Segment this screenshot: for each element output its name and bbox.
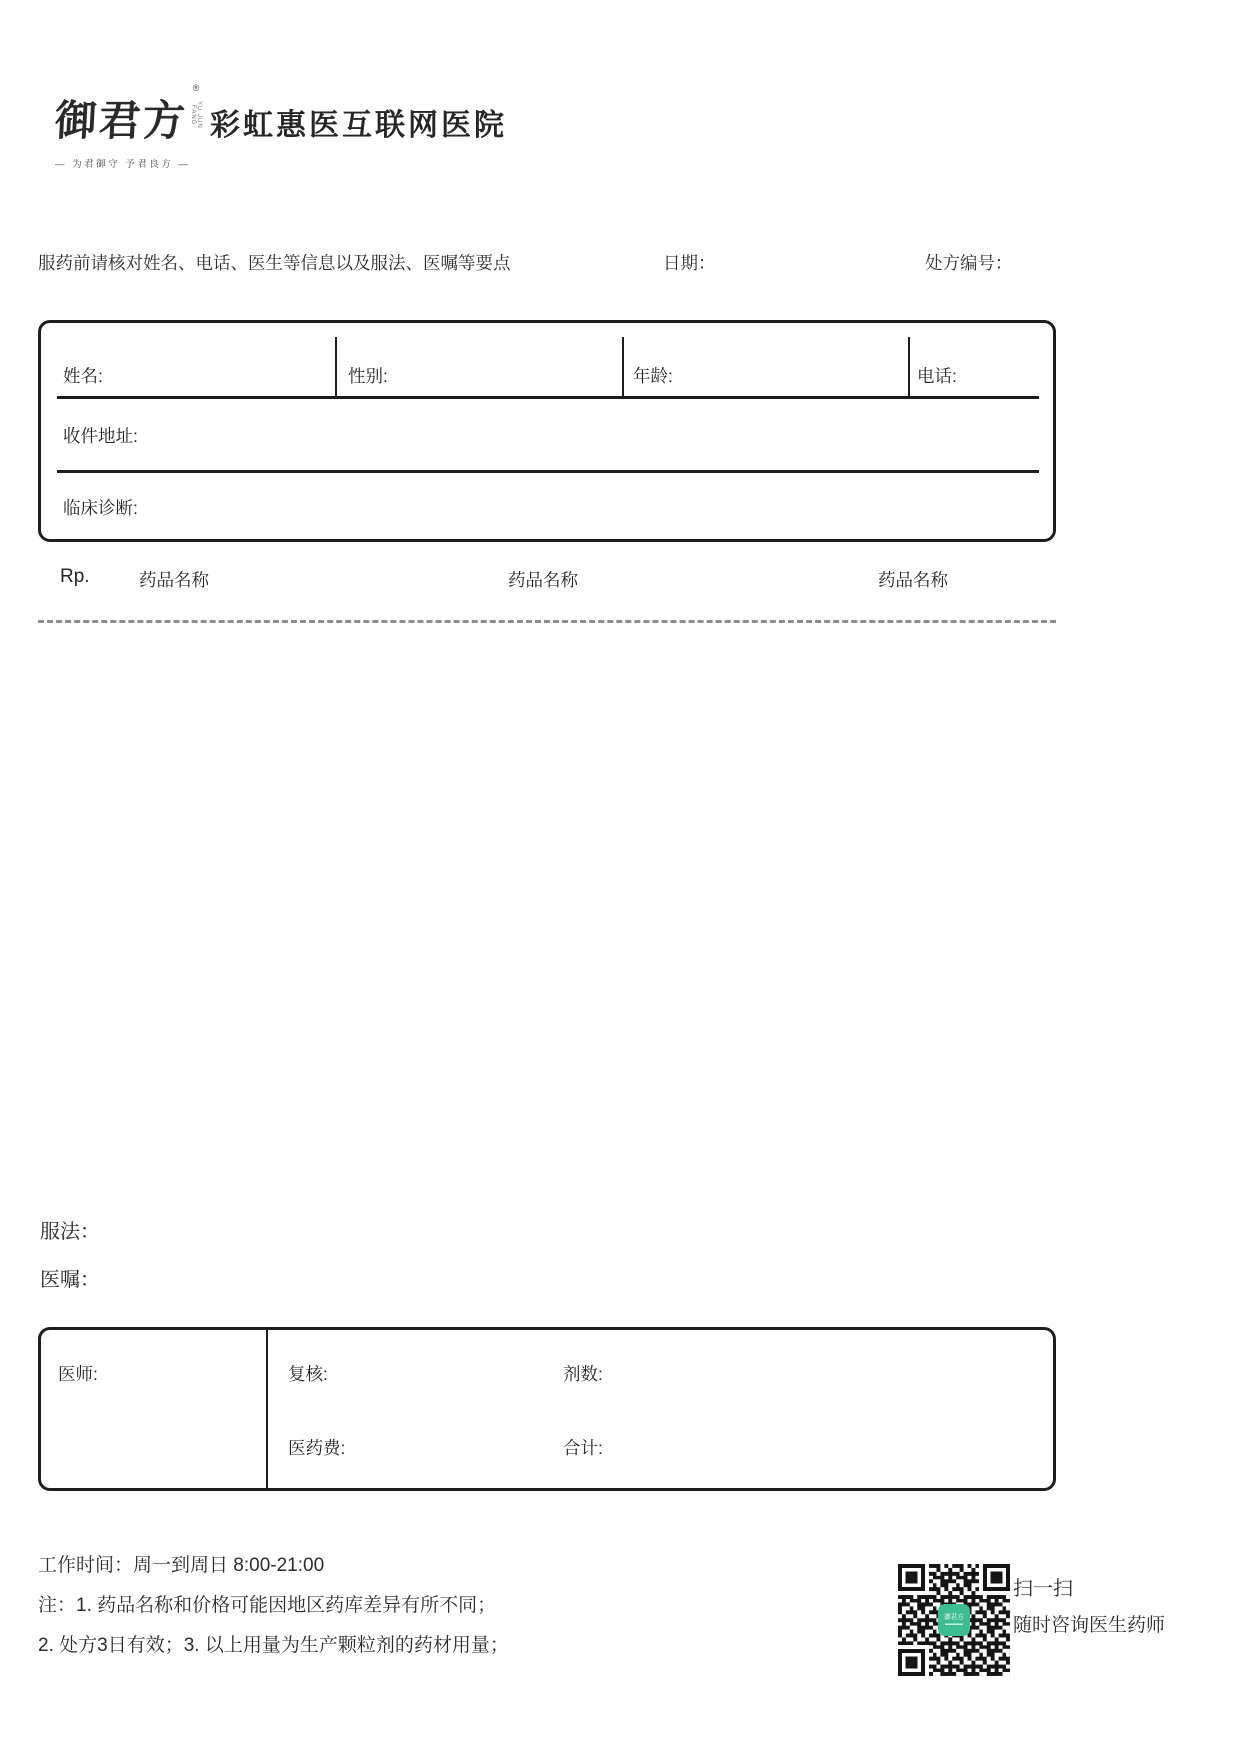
qr-finder-top-left (898, 1564, 929, 1595)
column-divider (266, 1330, 268, 1488)
qr-center-badge (938, 1604, 970, 1636)
verification-notice: 服药前请核对姓名、电话、医生等信息以及服法、医嘱等要点 (38, 253, 511, 273)
column-divider (335, 337, 337, 396)
name-field-label: 姓名: (63, 366, 103, 386)
brand-logo-side (189, 84, 203, 135)
row-divider (57, 396, 1039, 399)
review-field-label: 复核: (288, 1364, 328, 1384)
qr-finder-top-right (979, 1564, 1010, 1595)
qr-code (898, 1564, 1010, 1676)
brand-vertical-text: YU JUN FANG (190, 101, 203, 129)
dashed-separator (38, 620, 1056, 623)
prescription-number-label: 处方编号： (925, 253, 1013, 273)
rp-mark: Rp. (60, 566, 90, 587)
drug-name-column-header: 药品名称 (878, 570, 948, 590)
scan-qr-title: 扫一扫 (1013, 1578, 1073, 1600)
scan-qr-subtitle: 随时咨询医生药师 (1013, 1615, 1166, 1636)
patient-info-box (38, 320, 1056, 542)
qr-finder-bottom-left (898, 1645, 929, 1676)
physician-field-label: 医师: (58, 1364, 98, 1384)
column-divider (622, 337, 624, 396)
registered-trademark-mark: ® (192, 83, 200, 93)
date-field-label: 日期： (663, 253, 716, 273)
dose-count-field-label: 剂数: (563, 1364, 603, 1384)
note-line-2: 2. 处方3日有效；3. 以上用量为生产颗粒剂的药材用量； (38, 1635, 509, 1656)
doctor-advice-label: 医嘱： (40, 1269, 100, 1291)
brand-logo-text: 御君方 (53, 96, 189, 145)
brand-tagline: — 为君御守 予君良方 — (55, 159, 191, 170)
diagnosis-field-label: 临床诊断: (63, 498, 138, 518)
brand-logo-block (53, 83, 205, 170)
age-field-label: 年龄: (633, 366, 673, 386)
drug-name-column-header: 药品名称 (139, 570, 209, 590)
signoff-box (38, 1327, 1056, 1491)
column-divider (908, 337, 910, 396)
notice-row (38, 250, 1056, 276)
qr-badge-text: 御君方 (944, 1613, 964, 1622)
medicine-fee-field-label: 医药费: (288, 1438, 346, 1458)
total-field-label: 合计: (563, 1438, 603, 1458)
drug-name-column-header: 药品名称 (508, 570, 578, 590)
working-hours-text: 工作时间：周一到周日 8:00-21:00 (38, 1555, 325, 1576)
rp-header-row (38, 566, 1056, 592)
hospital-name: 彩虹惠医互联网医院 (210, 109, 507, 142)
phone-field-label: 电话: (917, 366, 957, 386)
row-divider (57, 470, 1039, 473)
note-line-1: 注：1. 药品名称和价格可能因地区药库差异有所不同； (38, 1595, 497, 1616)
gender-field-label: 性别: (348, 366, 388, 386)
dosage-method-label: 服法： (40, 1221, 100, 1243)
address-field-label: 收件地址: (63, 426, 138, 446)
